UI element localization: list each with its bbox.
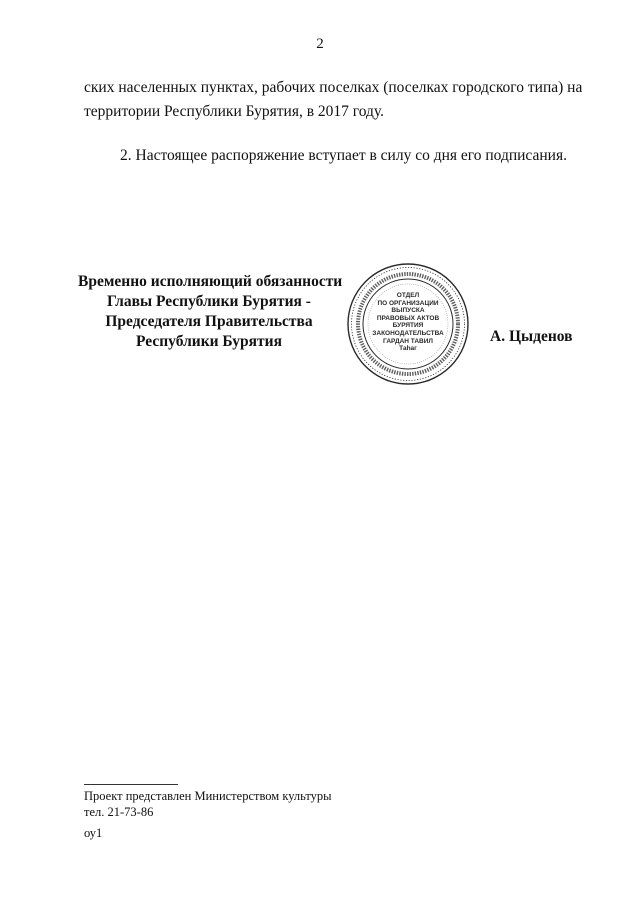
footnote-line: тел. 21-73-86: [84, 805, 154, 819]
paragraph-line: 2. Настоящее распоряжение вступает в силу со дня его подписания.: [120, 147, 567, 164]
footnote-line: Проект представлен Министерством культуры: [84, 789, 332, 803]
paragraph-effective-date: [84, 144, 572, 168]
seal-text-line: ЗАКОНОДАТЕЛЬСТВА: [372, 329, 444, 337]
signatory-title-line: Республики Бурятия: [136, 333, 282, 350]
footnote: [84, 788, 332, 820]
seal-text-line: ПРАВОВЫХ АКТОВ: [376, 314, 440, 322]
seal-text-line: ОТДЕЛ: [396, 292, 420, 299]
seal-text-line: БУРЯТИЯ: [392, 322, 424, 330]
seal-text-line: ПО ОРГАНИЗАЦИИ: [377, 299, 439, 307]
official-seal-stamp: [346, 262, 470, 386]
paragraph-continuation: [84, 76, 583, 124]
document-code: оу1: [84, 826, 103, 840]
page-number: 2: [316, 36, 324, 52]
signatory-title-line: Временно исполняющий обязанности: [78, 273, 343, 290]
seal-text-line: ГАРДАН ТАВИЛ: [383, 337, 433, 345]
paragraph-line: ских населенных пунктах, рабочих поселках (поселках городского типа) на: [84, 79, 583, 96]
seal-center-text: [346, 292, 470, 353]
seal-text-line: ВЫПУСКА: [391, 307, 425, 315]
signatory-title: [78, 272, 343, 352]
signer-name: А. Цыденов: [490, 328, 573, 345]
signatory-title-line: Главы Республики Бурятия -: [107, 293, 311, 310]
signatory-title-line: Председателя Правительства: [105, 313, 313, 330]
footnote-divider: [84, 784, 178, 785]
seal-text-line: Таһаг: [399, 345, 417, 353]
paragraph-line: территории Республики Бурятия, в 2017 году.: [84, 103, 385, 120]
